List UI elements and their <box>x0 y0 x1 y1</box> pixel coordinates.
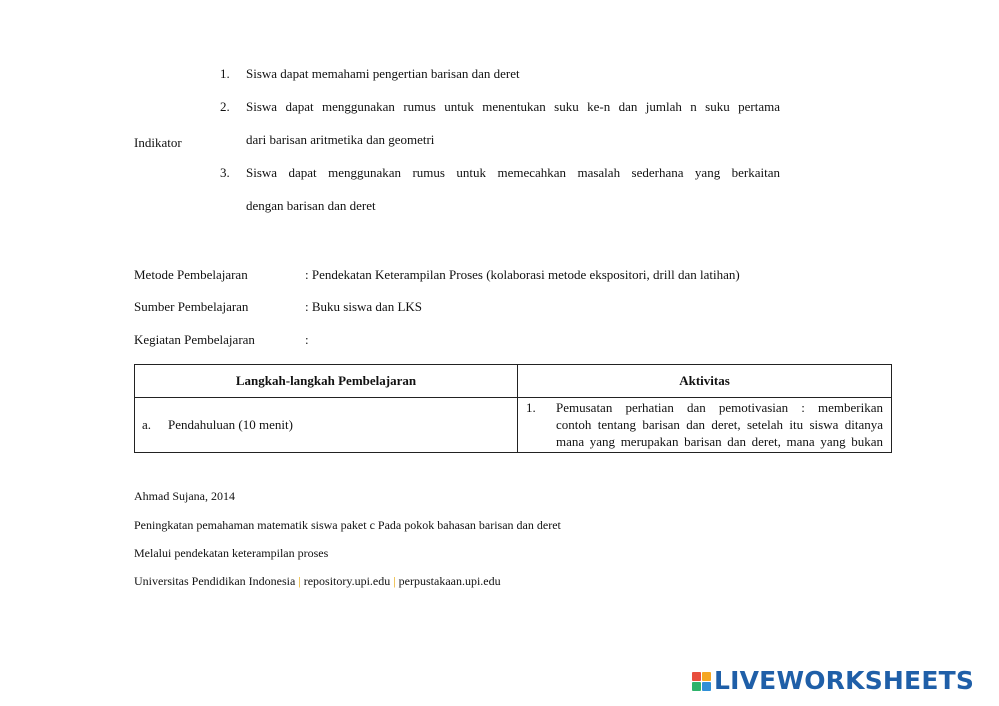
indikator-item-2-text-line-2: dari barisan aritmetika dan geometri <box>246 132 435 147</box>
footer-links <box>134 574 501 589</box>
footer-separator: | <box>298 574 301 588</box>
footer-university: Universitas Pendidikan Indonesia <box>134 574 296 588</box>
step-cell <box>135 398 518 453</box>
sumber-label: Sumber Pembelajaran <box>134 299 249 314</box>
step-text: Pendahuluan (10 menit) <box>168 417 293 432</box>
metode-value: : Pendekatan Keterampilan Proses (kolaborasi metode ekspositori, drill dan latihan) <box>305 267 740 282</box>
liveworksheets-logo[interactable] <box>692 668 974 694</box>
sumber-value: : Buku siswa dan LKS <box>305 299 422 314</box>
liveworksheets-wordmark: LIVEWORKSHEETS <box>714 666 975 695</box>
indikator-item-3-text-line-1: Siswa dapat menggunakan rumus untuk memecahkan masalah sederhana yang berkaitan <box>246 165 780 180</box>
indikator-item-2-text-line-1: Siswa dapat menggunakan rumus untuk menentukan suku ke-n dan jumlah n suku pertama <box>246 99 780 114</box>
indikator-item-2-number: 2. <box>220 99 230 114</box>
footer-repo-link[interactable]: repository.upi.edu <box>303 574 391 588</box>
kegiatan-value: : <box>305 332 309 347</box>
kegiatan-table <box>134 364 892 453</box>
metode-label: Metode Pembelajaran <box>134 267 248 282</box>
footer-author: Ahmad Sujana, 2014 <box>134 489 235 503</box>
table-row <box>135 398 892 453</box>
step-letter: a. <box>142 417 152 432</box>
activity-line-2: contoh tentang barisan dan deret, setelah itu siswa ditanya <box>556 417 883 432</box>
indikator-label: Indikator <box>134 135 182 150</box>
footer-title-line-1: Peningkatan pemahaman matematik siswa paket c Pada pokok bahasan barisan dan deret <box>134 518 561 532</box>
indikator-item-3-text-line-2: dengan barisan dan deret <box>246 198 376 213</box>
activity-number: 1. <box>526 400 536 415</box>
footer-library-link[interactable]: perpustakaan.upi.edu <box>398 574 501 588</box>
activity-line-3: mana yang merupakan barisan dan deret, mana yang bukan <box>556 434 883 449</box>
indikator-item-3-number: 3. <box>220 165 230 180</box>
table-header-langkah: Langkah-langkah Pembelajaran <box>135 365 518 398</box>
activity-line-1: Pemusatan perhatian dan pemotivasian : memberikan <box>556 400 883 415</box>
liveworksheets-logo-icon <box>692 672 711 691</box>
footer-title-line-2: Melalui pendekatan keterampilan proses <box>134 546 329 560</box>
indikator-item-1-number: 1. <box>220 66 230 81</box>
activity-cell <box>518 398 892 453</box>
table-header-aktivitas: Aktivitas <box>518 365 892 398</box>
kegiatan-label: Kegiatan Pembelajaran <box>134 332 255 347</box>
indikator-item-1-text: Siswa dapat memahami pengertian barisan dan deret <box>246 66 520 81</box>
footer-separator: | <box>393 574 396 588</box>
